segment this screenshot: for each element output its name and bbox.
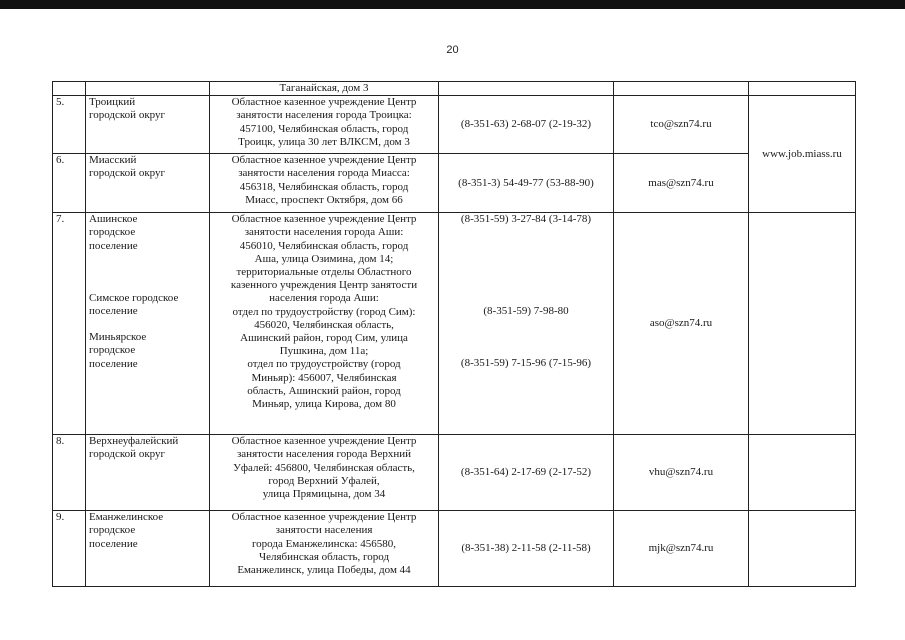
- row-number: 9.: [53, 511, 86, 587]
- phone-text: (8-351-59) 7-15-96 (7-15-96): [460, 356, 592, 369]
- address-cell: [210, 154, 439, 213]
- address-cell: [210, 96, 439, 154]
- municipality-text: Миасский городской округ: [89, 154, 166, 180]
- phone-cell: [439, 213, 614, 435]
- website-cell: [749, 96, 856, 213]
- address-cell: [210, 82, 439, 96]
- website-cell: [749, 82, 856, 96]
- municipality-text: Миньярское городское поселение: [89, 331, 147, 370]
- email-cell: aso@szn74.ru: [614, 213, 749, 435]
- phone-cell: (8-351-63) 2-68-07 (2-19-32): [439, 96, 614, 154]
- municipality-cell: [86, 435, 210, 511]
- municipality-text: Еманжелинское городское поселение: [89, 511, 164, 550]
- employment-centers-table: [52, 81, 856, 587]
- municipality-cell: [86, 96, 210, 154]
- email-cell: mjk@szn74.ru: [614, 511, 749, 587]
- table-row: [53, 154, 856, 213]
- address-cell: [210, 213, 439, 435]
- phone-text: (8-351-59) 7-98-80: [483, 305, 569, 318]
- website-cell: [749, 213, 856, 435]
- email-cell: tco@szn74.ru: [614, 96, 749, 154]
- address-text: Областное казенное учреждение Центр занятости населения города Троицка: 457100, Челябинская область, город Троицк, улица 30 лет ВЛКСМ, дом 3: [231, 96, 417, 148]
- phone-cell: (8-351-3) 54-49-77 (53-88-90): [439, 154, 614, 213]
- email-cell: mas@szn74.ru: [614, 154, 749, 213]
- municipality-cell: [86, 82, 210, 96]
- phone-cell: (8-351-64) 2-17-69 (2-17-52): [439, 435, 614, 511]
- email-cell: [614, 82, 749, 96]
- row-number: 6.: [53, 154, 86, 213]
- phone-cell: (8-351-38) 2-11-58 (2-11-58): [439, 511, 614, 587]
- email-cell: vhu@szn74.ru: [614, 435, 749, 511]
- website-text[interactable]: www.job.miass.ru: [762, 147, 842, 160]
- address-text: Областное казенное учреждение Центр занятости населения города Аши: 456010, Челябинская область, город Аша, улица Озимина, дом 14; территориальные отделы Областного казенного учреждения Центр занятости населения города Аши: отдел по трудоустройству (город Сим): 456020, Челябинская область, Ашинский район, город Сим, улица Пушкина, дом 11а; отдел по трудоустройству (город Миньяр): 456007, Челябинская область, Ашинский район, город Миньяр, улица Кирова, дом 80: [230, 213, 418, 411]
- address-text: Областное казенное учреждение Центр занятости населения города Еманжелинска: 456580, Челябинская область, город Еманжелинск, улица Победы, дом 44: [231, 511, 417, 577]
- website-cell: [749, 511, 856, 587]
- municipality-cell: [86, 213, 210, 435]
- table-row: [53, 511, 856, 587]
- phone-text: (8-351-59) 3-27-84 (3-14-78): [460, 213, 592, 226]
- row-number: 5.: [53, 96, 86, 154]
- municipality-text: Симское городское поселение: [89, 291, 179, 318]
- municipality-cell: [86, 154, 210, 213]
- row-number: [53, 82, 86, 96]
- address-cell: [210, 435, 439, 511]
- address-text: Областное казенное учреждение Центр занятости населения города Верхний Уфалей: 456800, Челябинская область, город Верхний Уфалей, улица Прямицына, дом 34: [231, 435, 417, 501]
- municipality-text: Троицкий городской округ: [89, 96, 166, 122]
- phone-cell: [439, 82, 614, 96]
- page-number: 20: [446, 44, 459, 56]
- scan-top-border: [0, 0, 905, 9]
- address-cell: [210, 511, 439, 587]
- municipality-cell: [86, 511, 210, 587]
- table-row: [53, 82, 856, 96]
- table-row: [53, 96, 856, 154]
- municipality-text: Ашинское городское поселение: [89, 213, 138, 252]
- address-text: Таганайская, дом 3: [279, 82, 369, 94]
- table-row: [53, 213, 856, 435]
- address-text: Областное казенное учреждение Центр занятости населения города Миасса: 456318, Челябинская область, город Миасс, проспект Октября, дом 66: [231, 154, 417, 206]
- row-number: 8.: [53, 435, 86, 511]
- row-number: 7.: [53, 213, 86, 435]
- municipality-text: Верхнеуфалейский городской округ: [89, 435, 179, 461]
- website-cell: [749, 435, 856, 511]
- table-row: [53, 435, 856, 511]
